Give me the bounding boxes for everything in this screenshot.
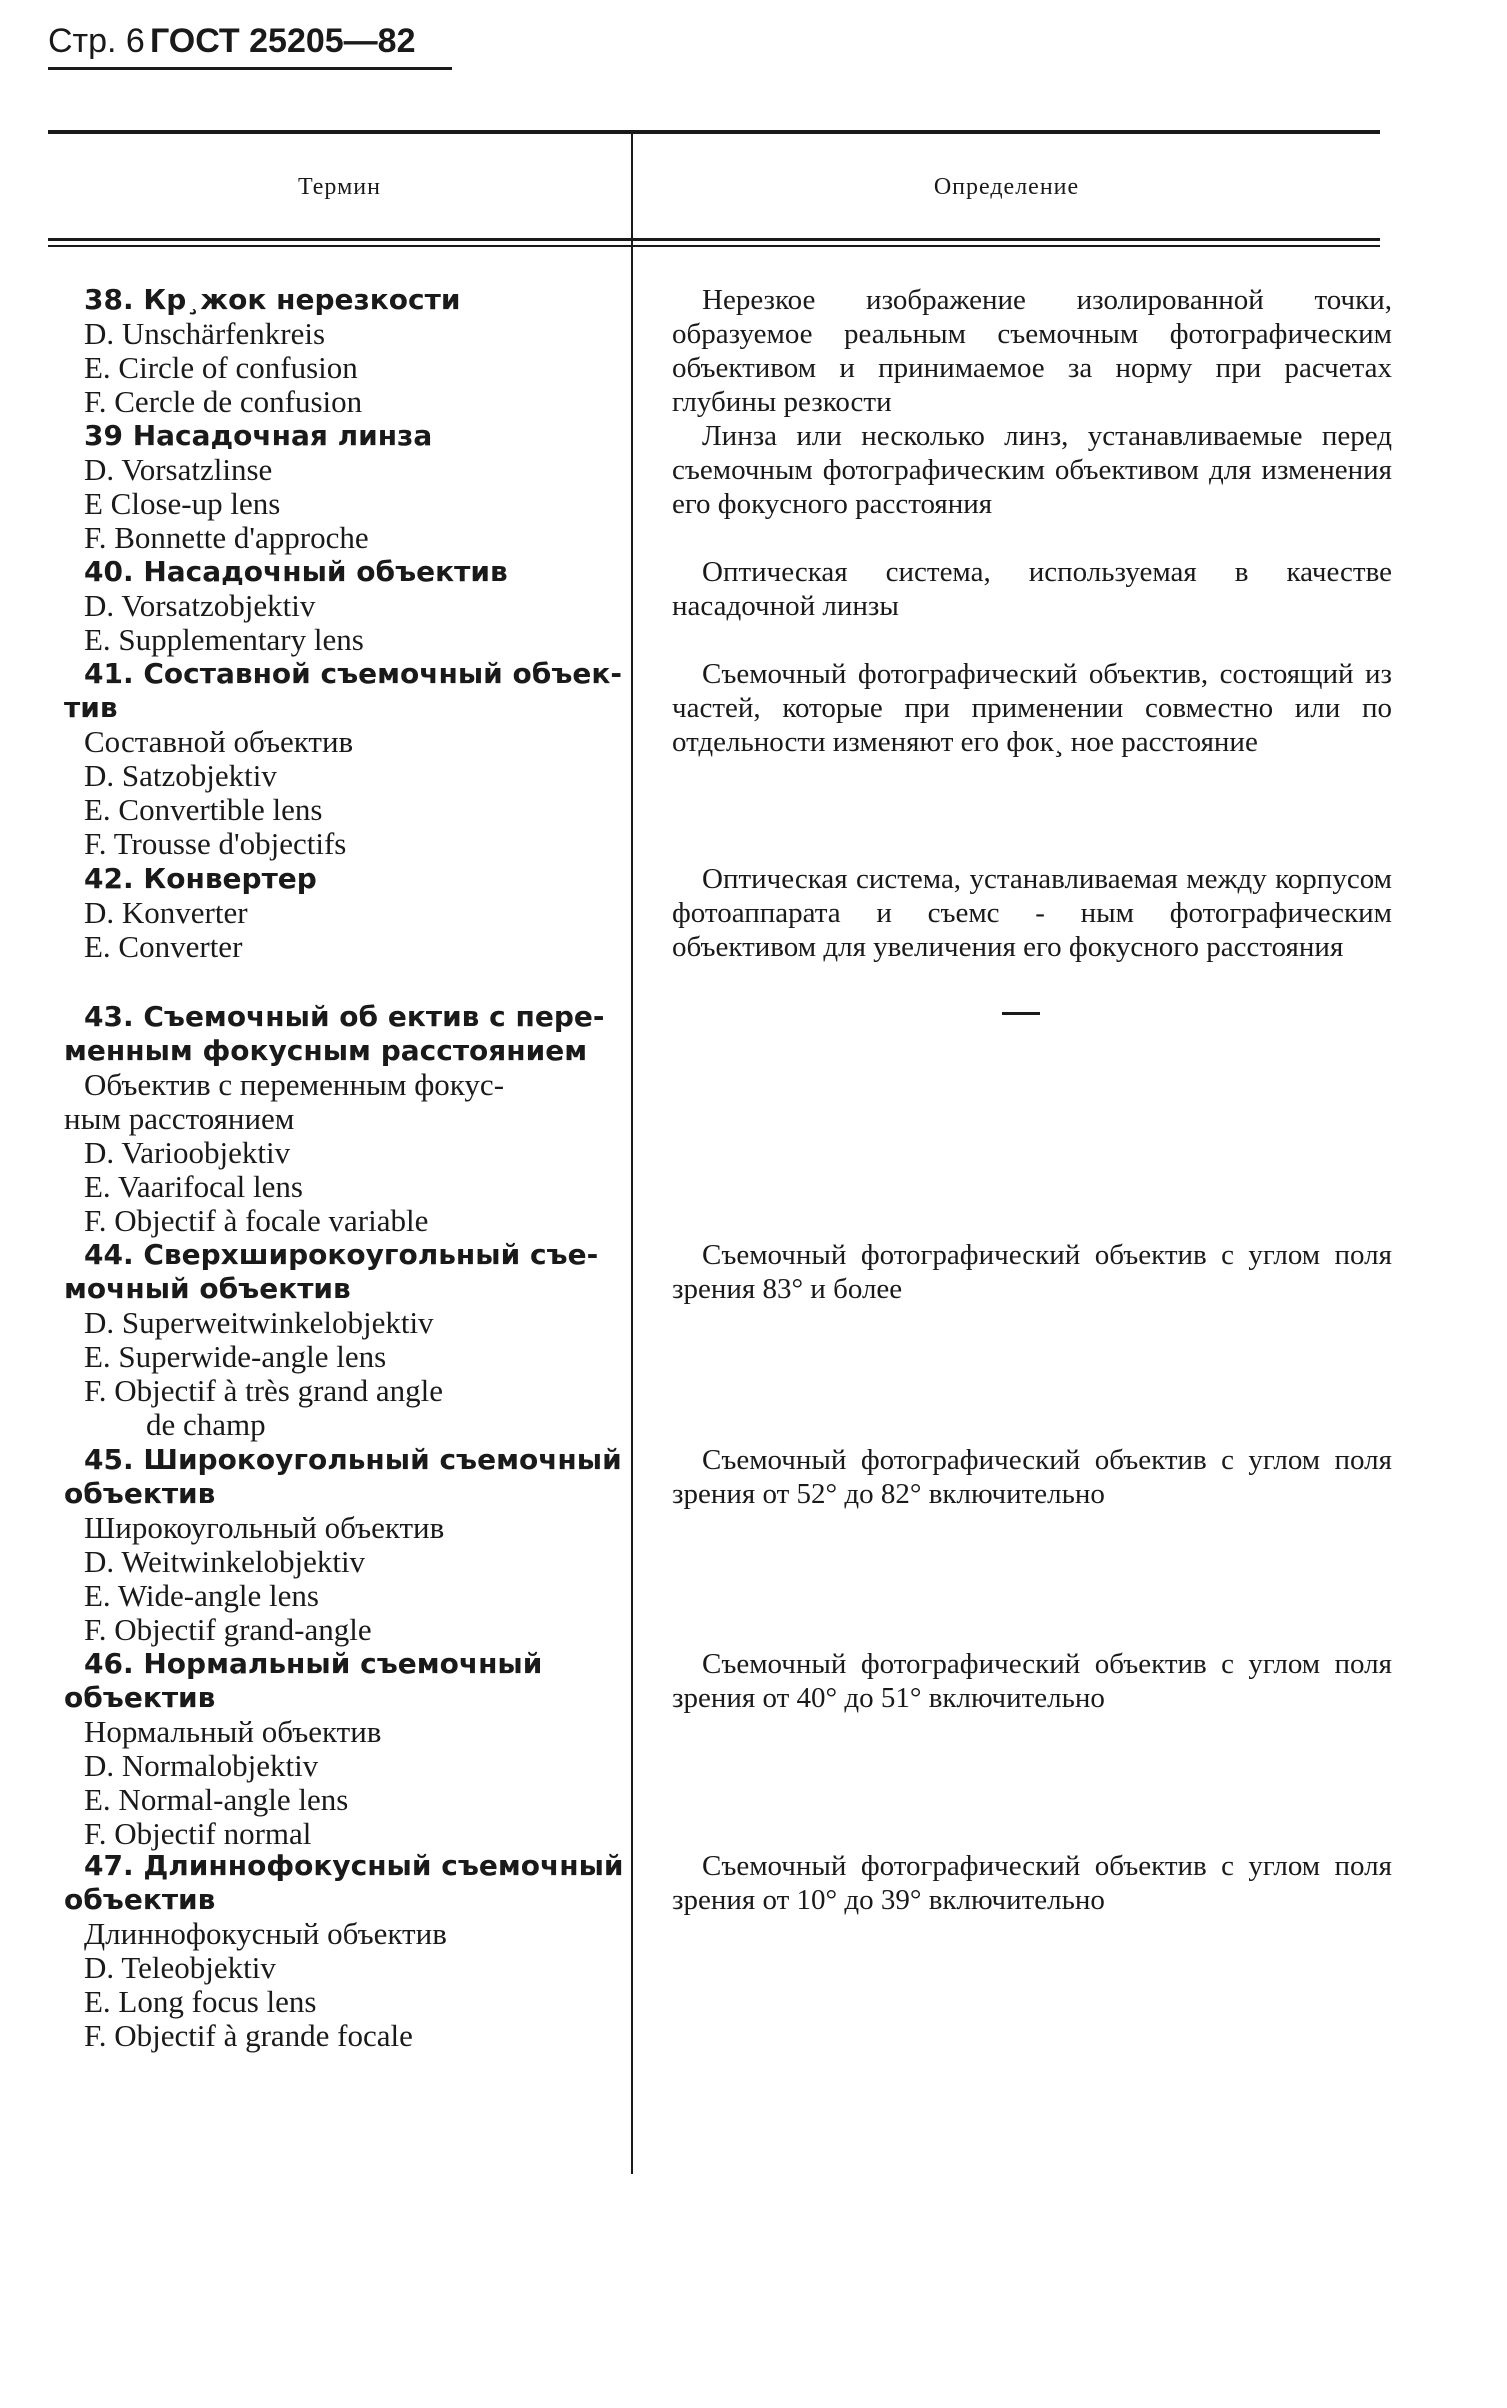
term-title: 39 Насадочная линза (84, 419, 433, 452)
header-bottom-rule-double (48, 245, 1380, 247)
term-translation-de: D. Vorsatzlinse (84, 452, 273, 487)
definition-40: Оптическая система, используемая в качестве насадочной линзы (672, 556, 1392, 622)
term-translation-de: D. Superweitwinkelobjektiv (84, 1305, 434, 1340)
term-translation-fr: F. Objectif à focale variable (84, 1203, 429, 1238)
definition-39: Линза или несколько линз, устанавливаемые перед съемочным фотографическим объективом для изменения его фокусного расстояния (672, 420, 1392, 520)
term-translation-fr: F. Objectif à grande focale (84, 2018, 413, 2053)
term-translation-de: D. Konverter (84, 895, 248, 930)
definition-45: Съемочный фотографический объектив с углом поля зрения от 52° до 82° включительно (672, 1444, 1392, 1510)
definition-44: Съемочный фотографический объектив с углом поля зрения 83° и более (672, 1239, 1392, 1305)
term-translation-fr: F. Bonnette d'approche (84, 520, 369, 555)
term-title: 40. Насадочный объектив (84, 555, 508, 588)
term-title-line-1: 44. Сверхширокоугольный съе- (84, 1238, 599, 1271)
term-translation-fr: F. Objectif normal (84, 1816, 312, 1851)
definition-47: Съемочный фотографический объектив с углом поля зрения от 10° до 39° включительно (672, 1850, 1392, 1916)
term-translation-de: D. Satzobjektiv (84, 758, 277, 793)
term-translation-en: E. Long focus lens (84, 1984, 317, 2019)
term-translation-de: D. Vorsatzobjektiv (84, 588, 316, 623)
term-translation-fr: F. Objectif à très grand angle (84, 1373, 444, 1408)
term-translation-en: E. Normal-angle lens (84, 1782, 349, 1817)
column-header-term: Термин (298, 174, 381, 200)
definition-46: Съемочный фотографический объектив с углом поля зрения от 40° до 51° включительно (672, 1648, 1392, 1714)
term-synonym-line-1: Объектив с переменным фокус- (84, 1067, 505, 1102)
definition-43-dash (1002, 1012, 1040, 1015)
term-synonym-line-2: ным расстоянием (64, 1101, 295, 1136)
term-entry-44 (64, 1238, 624, 1442)
term-entry-38 (84, 283, 624, 419)
term-title-line-2: объектив (64, 1681, 216, 1714)
term-title-line-1: 41. Составной съемочный объек- (84, 657, 622, 690)
header-bottom-rule (48, 238, 1380, 241)
term-title-line-1: 46. Нормальный съемочный (84, 1647, 543, 1680)
term-translation-en: E. Wide-angle lens (84, 1578, 319, 1613)
term-translation-en: E. Circle of confusion (84, 350, 358, 385)
term-synonym: Длиннофокусный объектив (84, 1916, 447, 1951)
term-synonym: Широкоугольный объектив (84, 1510, 445, 1545)
term-translation-en: E. Superwide-angle lens (84, 1339, 387, 1374)
page-number: Стр. 6 (48, 22, 145, 60)
term-translation-en: E Close-up lens (84, 486, 281, 521)
term-translation-de: D. Varioobjektiv (84, 1135, 291, 1170)
term-title-line-2: мочный объектив (64, 1272, 351, 1305)
table-top-rule (48, 130, 1380, 134)
term-translation-en: E. Supplementary lens (84, 622, 364, 657)
column-divider (631, 134, 633, 2174)
term-entry-40 (84, 555, 624, 657)
term-title-line-1: 43. Съемочный об ектив с пере- (84, 1000, 605, 1033)
term-title-line-2: менным фокусным расстоянием (64, 1034, 588, 1067)
term-title-line-1: 47. Длиннофокусный съемочный (84, 1849, 624, 1882)
definition-38: Нерезкое изображение изолированной точки, образуемое реальным съемочным фотографическим объективом и принимаемое за норму при расчетах глубины резкости (672, 284, 1392, 418)
term-translation-de: D. Teleobjektiv (84, 1950, 276, 1985)
term-synonym: Нормальный объектив (84, 1714, 382, 1749)
term-translation-en: E. Converter (84, 929, 243, 964)
term-title-line-2: объектив (64, 1477, 216, 1510)
term-entry-46 (64, 1647, 624, 1851)
term-entry-41 (64, 657, 624, 861)
term-translation-fr: F. Objectif grand-angle (84, 1612, 372, 1647)
term-title-line-1: 45. Широкоугольный съемочный (84, 1443, 622, 1476)
term-entry-47 (64, 1849, 624, 2053)
term-entry-42 (84, 862, 624, 964)
definition-42: Оптическая система, устанавливаемая между корпусом фотоаппарата и съемс - ным фотографическим объективом для увеличения его фокусного расстояния (672, 863, 1392, 963)
term-translation-fr: F. Cercle de confusion (84, 384, 363, 419)
term-title: 42. Конвертер (84, 862, 317, 895)
term-translation-fr: F. Trousse d'objectifs (84, 826, 347, 861)
term-translation-de: D. Weitwinkelobjektiv (84, 1544, 366, 1579)
term-title-line-2: объектив (64, 1883, 216, 1916)
term-translation-en: E. Vaarifocal lens (84, 1169, 303, 1204)
term-translation-en: E. Convertible lens (84, 792, 323, 827)
term-title: 38. Кр¸жок нерезкости (84, 283, 461, 316)
term-title-line-2: тив (64, 691, 118, 724)
term-translation-de: D. Normalobjektiv (84, 1748, 319, 1783)
term-entry-39 (84, 419, 624, 555)
definition-41: Съемочный фотографический объектив, состоящий из частей, которые при применении совместно или по отдельности изменяют его фок¸ ное расстояние (672, 658, 1392, 758)
term-entry-43 (64, 1000, 624, 1238)
term-synonym: Составной объектив (84, 724, 354, 759)
column-header-definition: Определение (933, 174, 1080, 200)
term-entry-45 (64, 1443, 624, 1647)
term-translation-fr-cont: de champ (146, 1407, 266, 1442)
standard-code: ГОСТ 25205—82 (149, 22, 416, 60)
term-translation-de: D. Unschärfenkreis (84, 316, 326, 351)
